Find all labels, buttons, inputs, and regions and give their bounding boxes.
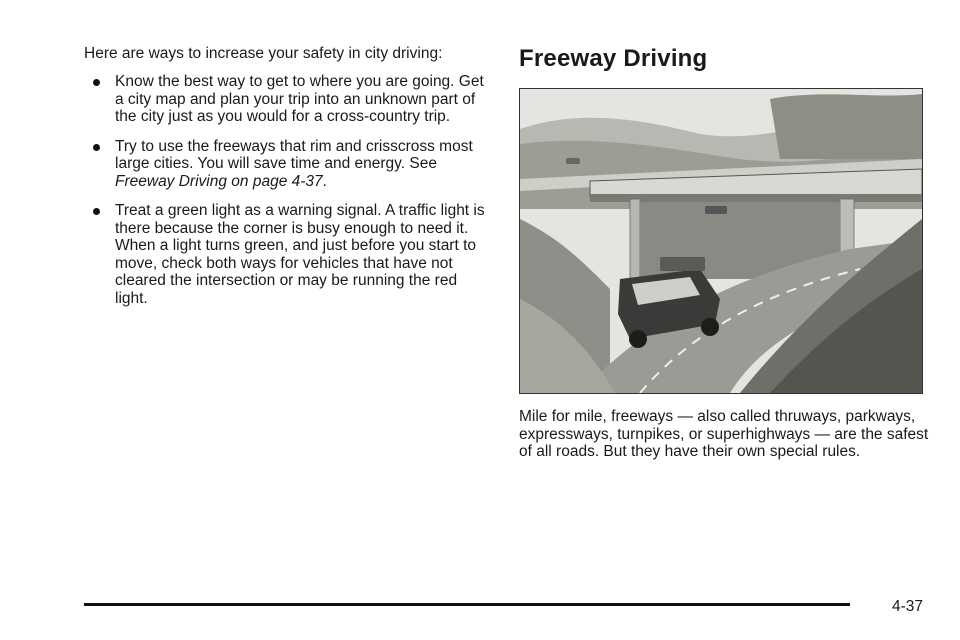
bullet-item (84, 138, 494, 191)
freeway-paragraph: Mile for mile, freeways — also called thruways, parkways, expressways, turnpikes, or superhighways — are the safest of all roads. But they have their own special rules. (519, 408, 929, 460)
bullet-text: Know the best way to get to where you are going. Get a city map and plan your trip into an unknown part of the city just as you would for a cross-country trip. (115, 73, 484, 125)
bullet-suffix: . (322, 172, 327, 190)
bullet-item (84, 73, 494, 126)
footer-rule (84, 603, 850, 606)
page-number: 4-37 (892, 598, 924, 615)
left-column (84, 44, 494, 319)
intro-text: Here are ways to increase your safety in city driving: (84, 45, 443, 62)
bullet-text: Try to use the freeways that rim and crisscross most large cities. You will save time and energy. See (115, 137, 473, 172)
bullet-list (84, 73, 494, 307)
cross-reference-link[interactable]: Freeway Driving on page 4-37 (115, 172, 323, 190)
bullet-item (84, 202, 494, 307)
freeway-illustration (519, 88, 923, 394)
bullet-text: Treat a green light as a warning signal. A traffic light is there because the corner is busy enough to need it. When a light turns green, and just before you start to move, check both ways for vehicles that have not cleared the intersection or may be running the red light. (115, 202, 485, 307)
bullet-icon (93, 79, 100, 86)
section-heading: Freeway Driving (519, 45, 708, 72)
bullet-icon (93, 144, 100, 151)
freeway-scene-image (520, 89, 922, 393)
right-column (519, 44, 929, 460)
bullet-icon (93, 208, 100, 215)
